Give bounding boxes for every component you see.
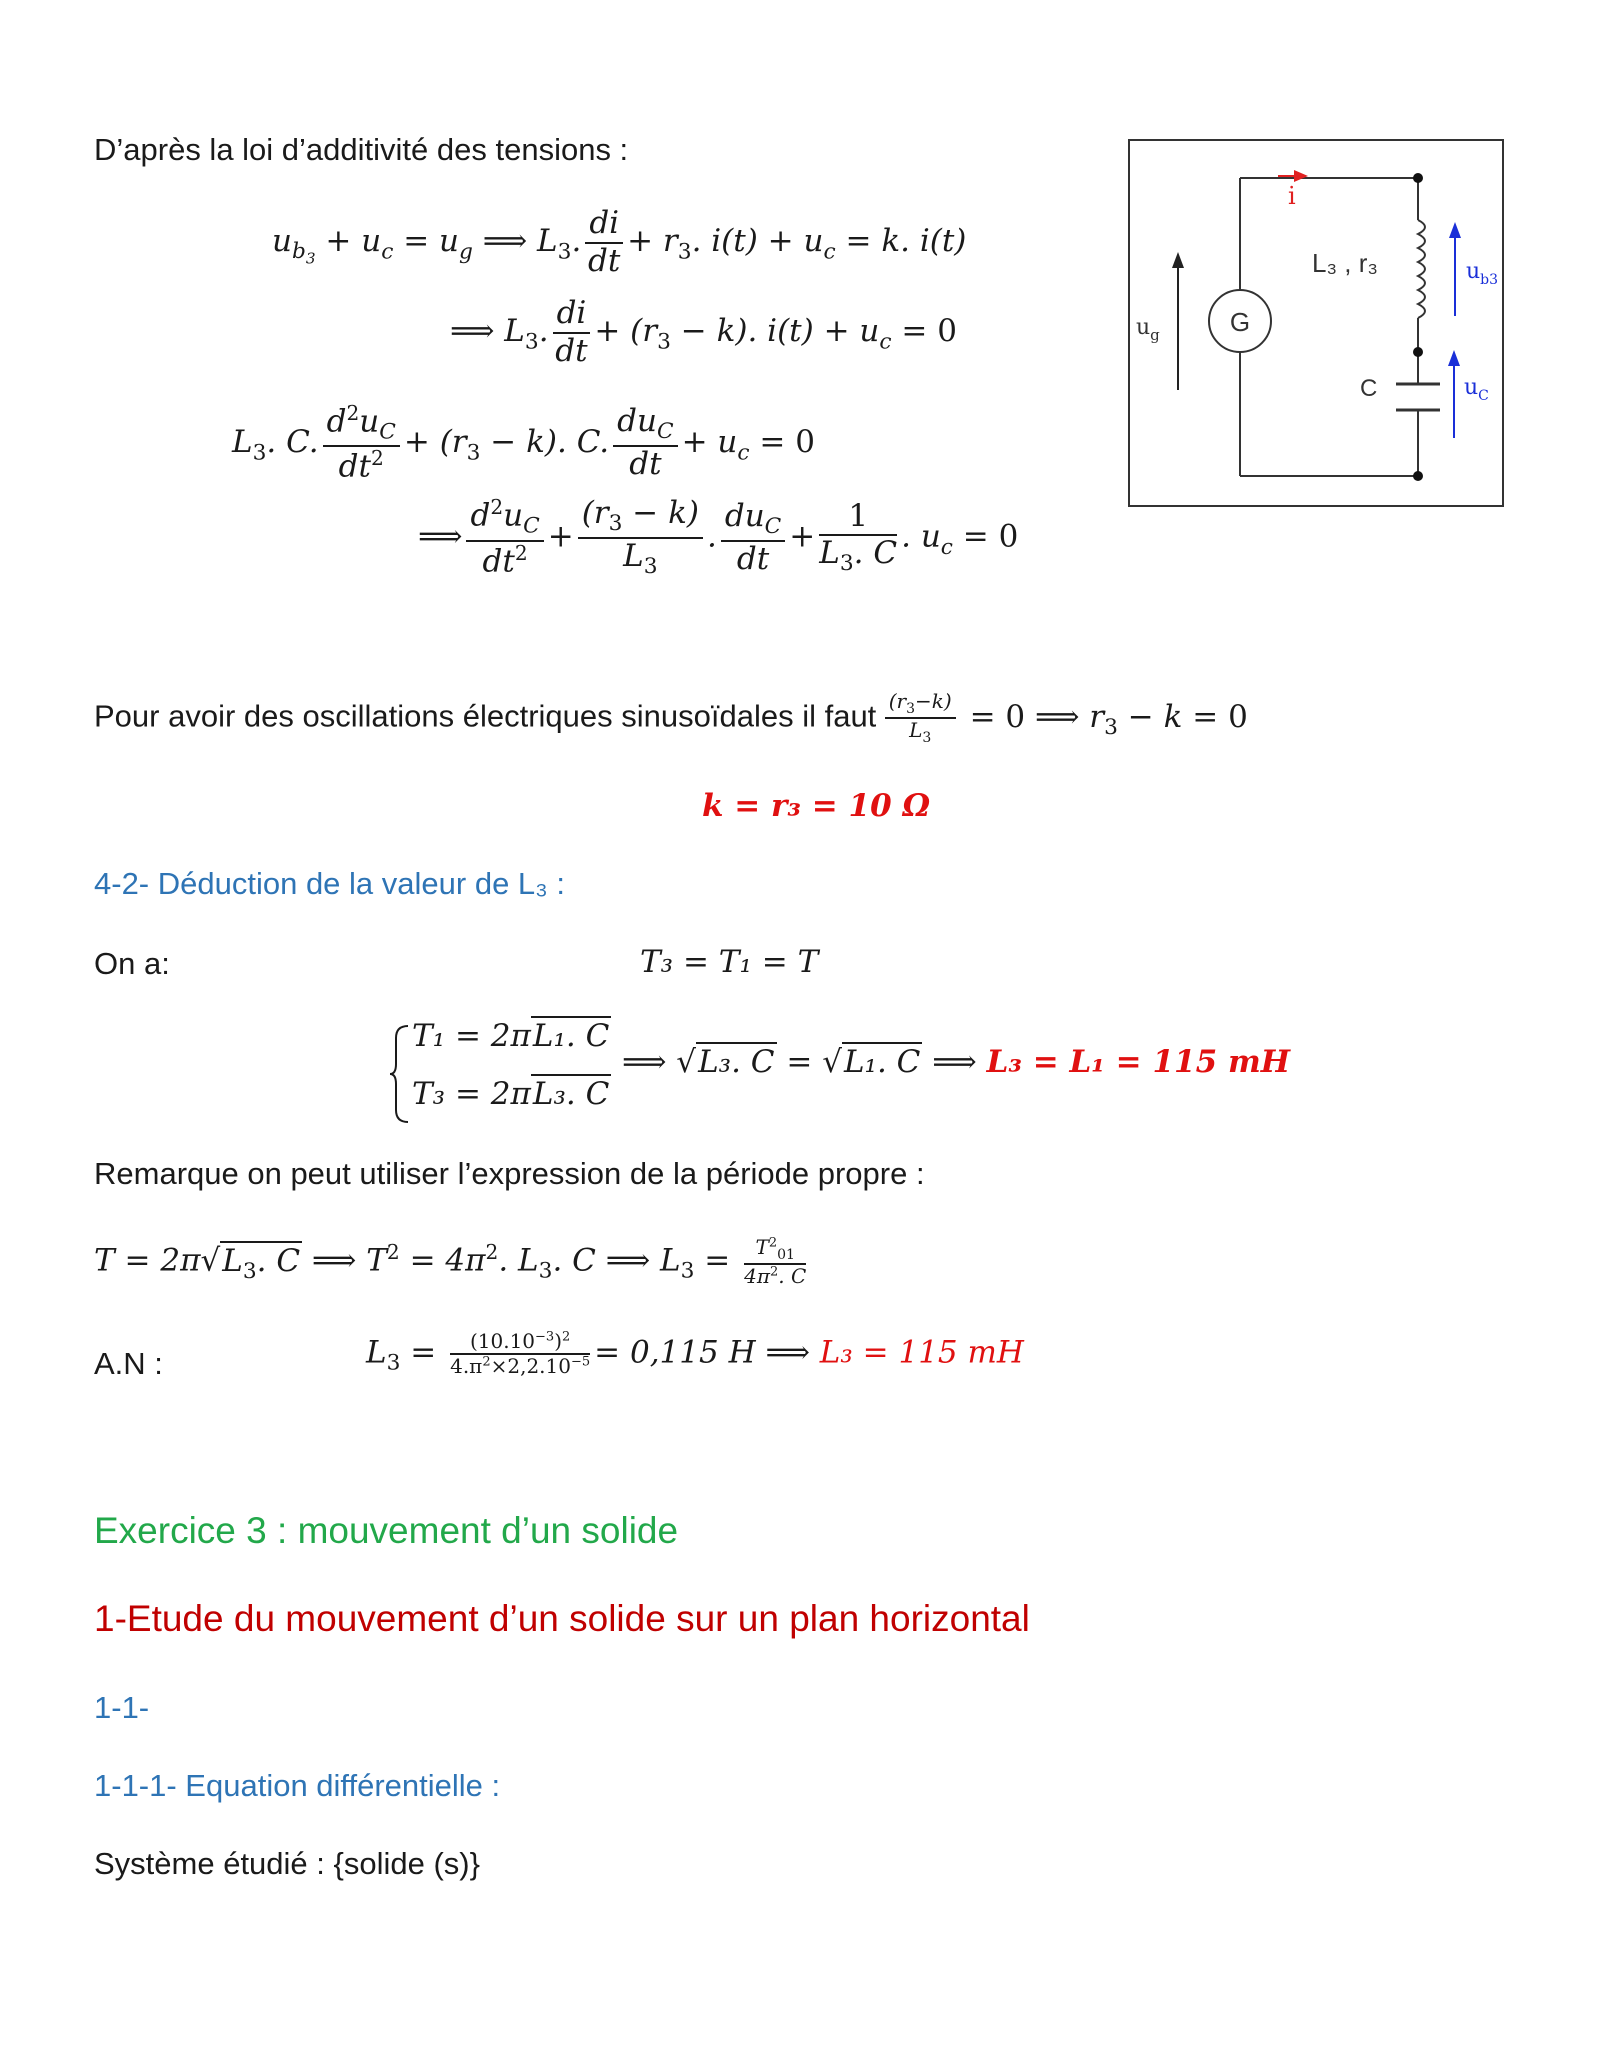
inductor-label: L₃ , r₃ — [1312, 248, 1378, 278]
brace-icon — [388, 1024, 410, 1124]
equation-line-4: ⟹ $\frac{d^2u_C}{dt^2}$ + $\frac{(r_3 - k)}{L_3}$ . $\frac{du_C}{dt}$ + $\frac{1}{L_3. C}$ . $u_c = 0$ — [418, 495, 1019, 580]
exercise-3-title: Exercice 3 : mouvement d’un solide — [94, 1510, 679, 1551]
circuit-frame — [1129, 140, 1503, 506]
heading-1-1-1: 1-1-1- Equation différentielle : — [94, 1768, 501, 1803]
condition-text: Pour avoir des oscillations électriques sinusoïdales il faut — [94, 698, 877, 734]
result-l3: L₃ = L₁ = 115 mH — [986, 1044, 1291, 1080]
an-result: L₃ = 115 mH — [819, 1334, 1024, 1371]
equation-line-2: ⟹ $L_3$. $\frac{di}{dt}$ + $(r_3 - k)$. $i(t) + u_c = 0$ — [450, 295, 957, 369]
system-text: Système étudié : {solide (s)} — [94, 1846, 480, 1881]
heading-1-1: 1-1- — [94, 1690, 150, 1725]
result-k: k = r₃ = 10 Ω — [702, 788, 931, 824]
on-a-text: On a: — [94, 946, 170, 981]
ub3-label: $u_{b3}$ — [1466, 259, 1499, 288]
equation-additivity: $u_{b_3} + u_c = u_g$ ⟹ $L_3$. $\frac{di}{dt}$ + $r_3$. $i(t) + u_c = k$. i(t) — [272, 205, 967, 279]
period-equality: T₃ = T₁ = T — [640, 944, 819, 980]
node-top — [1413, 173, 1423, 183]
generator-label: G — [1229, 307, 1251, 337]
circuit-diagram — [1128, 138, 1506, 508]
period-expression: $T = 2\pi√L_3$. C ⟹ $T^2 = 4\pi^2$. $L_3$. C ⟹ $L_3$ = $\frac{T^2_{01}}{4\pi^2. C}$ — [94, 1235, 807, 1289]
node-middle — [1413, 347, 1423, 357]
node-bottom — [1413, 471, 1423, 481]
ug-label: $u_g$ — [1136, 315, 1160, 344]
capacitor-label: C — [1360, 375, 1378, 402]
heading-1: 1-Etude du mouvement d’un solide sur un plan horizontal — [94, 1598, 1030, 1639]
uc-label: $u_C$ — [1464, 375, 1489, 404]
heading-4-2: 4-2- Déduction de la valeur de L₃ : — [94, 866, 566, 901]
an-expression: $L_3$ = $\frac{(10.10^{-3})^2}{4.\pi^2\times 2,2.10^{-5}}$ = 0,115 H ⟹ L₃ = 115 mH — [366, 1329, 1024, 1378]
remark-text: Remarque on peut utiliser l’expression de la période propre : — [94, 1156, 925, 1191]
condition-line — [94, 690, 1248, 746]
condition-math: $\frac{(r_3-k)}{L_3}$ = 0 ⟹ $r_3 - k = 0$ — [881, 699, 1248, 735]
current-label: i — [1288, 182, 1296, 210]
intro-text: D’après la loi d’additivité des tensions : — [94, 132, 629, 167]
sqrt-equality: ⟹ √L₃. C = √L₁. C ⟹ L₃ = L₁ = 115 mH — [622, 1044, 1291, 1080]
equation-line-3: $L_3$. C. $\frac{d^2u_C}{dt^2}$ + $(r_3 - k)$. C. $\frac{du_C}{dt}$ + $u_c = 0$ — [232, 401, 815, 485]
an-label: A.N : — [94, 1346, 163, 1381]
